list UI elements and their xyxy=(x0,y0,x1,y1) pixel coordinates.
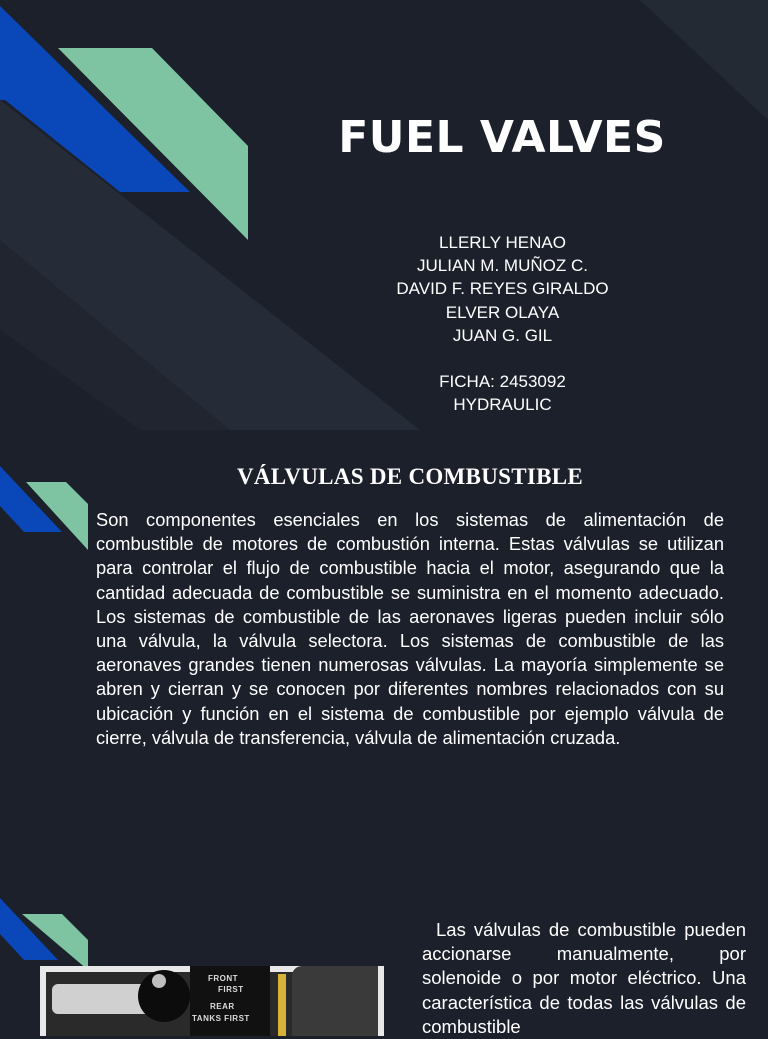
page-title: FUEL VALVES xyxy=(338,112,666,163)
selector-plate xyxy=(190,966,270,1036)
valve-knob-marker xyxy=(152,974,166,988)
author-name: DAVID F. REYES GIRALDO xyxy=(396,279,609,299)
photo-tube xyxy=(52,984,152,1014)
program-name: HYDRAULIC xyxy=(453,395,552,415)
spacer xyxy=(320,347,685,370)
plate-label: FIRST xyxy=(218,985,244,994)
plate-label: REAR xyxy=(210,1002,235,1011)
author-name: JULIAN M. MUÑOZ C. xyxy=(417,256,588,276)
ficha-number: FICHA: 2453092 xyxy=(439,372,566,392)
valve-body xyxy=(292,966,378,1036)
plate-label: FRONT xyxy=(208,974,239,983)
fuel-valve-photo xyxy=(40,966,384,1036)
top-right-band xyxy=(640,0,768,120)
section-heading: VÁLVULAS DE COMBUSTIBLE xyxy=(236,464,584,489)
author-name: JUAN G. GIL xyxy=(452,325,553,345)
section-body-text: Son componentes esenciales en los sistemas de alimentación de combustible de motores de combustión interna. Estas válvulas se utilizan para controlar el flujo de combustible hacia el motor, asegurando que la cantidad adecuada de combustible se suministra en el momento adecuado. Los sistemas de combustible de las aeronaves ligeras pueden incluir sólo una válvula, la válvula selectora. Los sistemas de combustible de las aeronaves grandes tienen numerosas válvulas. La mayoría simplemente se abren y cierran y se conocen por diferentes nombres relacionados con su ubicación y función en el sistema de combustible por ejemplo válvula de cierre, válvula de transferencia, válvula de alimentación cruzada. xyxy=(96,509,724,748)
author-name: ELVER OLAYA xyxy=(445,302,560,322)
authors-block xyxy=(320,231,685,417)
yellow-lever xyxy=(278,974,286,1036)
author-name: LLERLY HENAO xyxy=(439,233,566,252)
second-section-text: Las válvulas de combustible pueden accionarse manualmente, por solenoide o por motor eléctrico. Una característica de todas las válvulas de combustible xyxy=(422,919,746,1037)
plate-label: TANKS FIRST xyxy=(192,1014,250,1023)
